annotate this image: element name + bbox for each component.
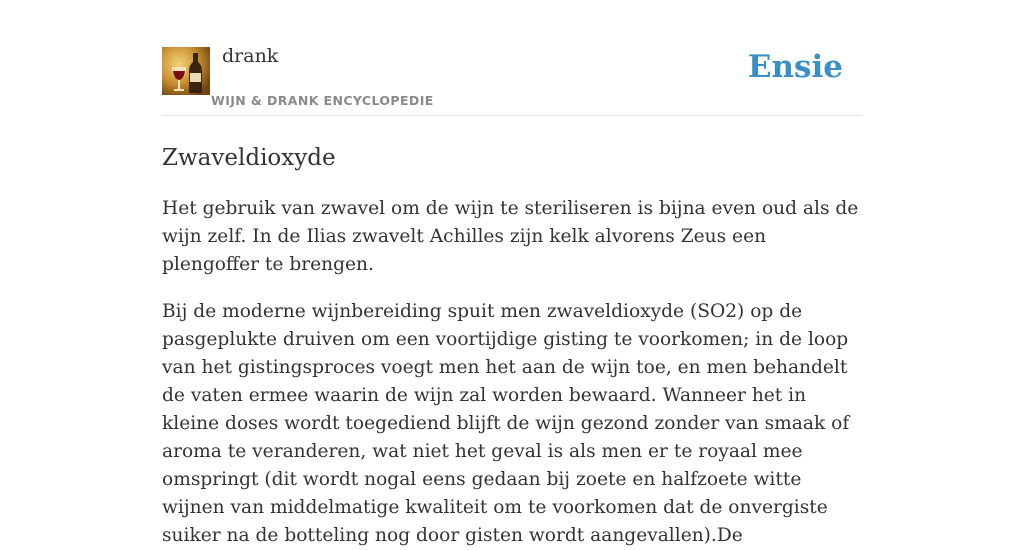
ensie-logo-link[interactable]: Ensie <box>747 49 843 85</box>
blog-subtitle: WIJN & DRANK ENCYCLOPEDIE <box>211 93 434 108</box>
header <box>162 0 862 116</box>
wine-avatar-icon[interactable] <box>162 47 210 95</box>
blog-name-link[interactable]: drank <box>222 45 279 67</box>
article-container <box>162 0 862 550</box>
page-title: Zwaveldioxyde <box>162 145 336 171</box>
article-paragraph-1: Het gebruik van zwavel om de wijn te steriliseren is bijna even oud als de wijn zelf. In de Ilias zwavelt Achilles zijn kelk alvorens Zeus een plengoffer te brengen. <box>162 198 859 275</box>
article-paragraph-2: Bij de moderne wijnbereiding spuit men zwaveldioxyde (SO2) op de pasgeplukte druiven om een voortijdige gisting te voorkomen; in de loop van het gistingsproces voegt men het aan de wijn toe, en men behandelt de vaten ermee waarin de wijn zal worden bewaard. Wanneer het in kleine doses wordt toegediend blijft de wijn gezond zonder van smaak of aroma te veranderen, wat niet het geval is als men er te royaal mee omspringt (dit wordt nogal eens gedaan bij zoete en halfzoete witte wijnen van middelmatige kwaliteit om te voorkomen dat de onvergiste suiker na de botteling nog door gisten wordt aangevallen).De <box>162 301 850 546</box>
